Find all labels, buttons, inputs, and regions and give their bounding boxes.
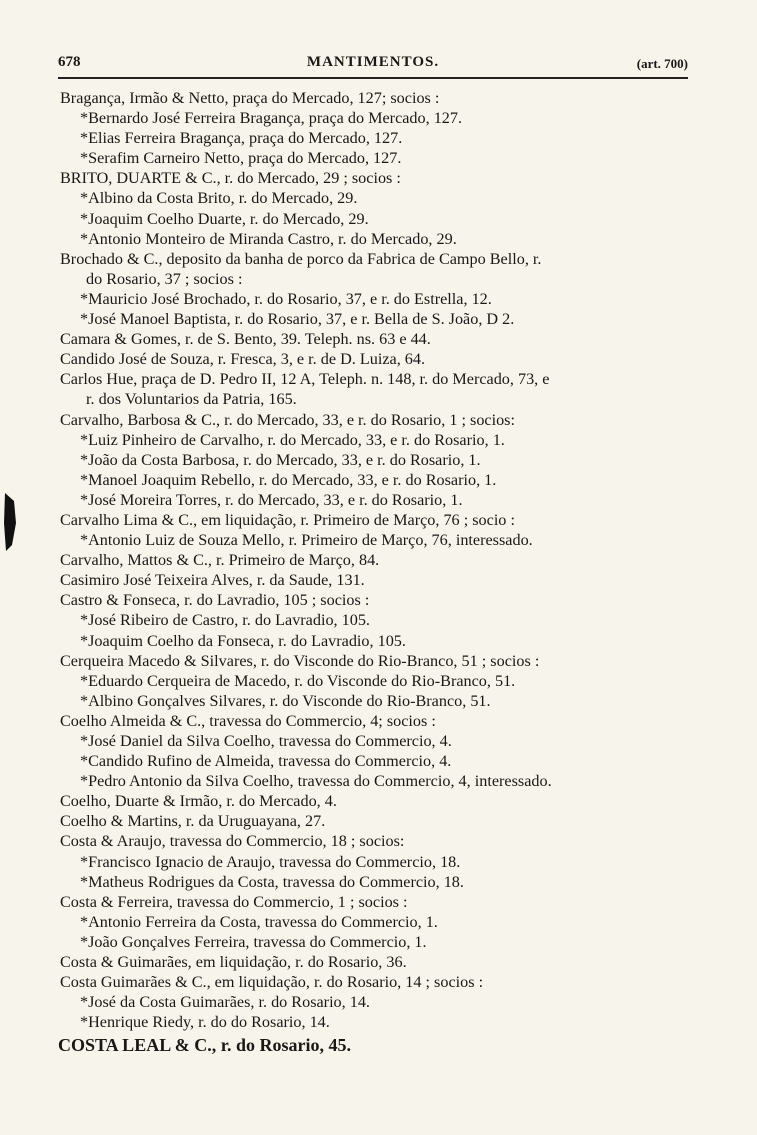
partner-line: *Antonio Ferreira da Costa, travessa do Commercio, 1. bbox=[80, 912, 438, 931]
firm-entry: Castro & Fonseca, r. do Lavradio, 105 ; socios : bbox=[60, 591, 370, 610]
firm-entry: Brochado & C., deposito da banha de porco da Fabrica de Campo Bello, r. bbox=[60, 249, 542, 268]
page-number: 678 bbox=[58, 54, 81, 70]
partner-line: *José Daniel da Silva Coelho, travessa do Commercio, 4. bbox=[80, 732, 452, 750]
partner-line: *Antonio Monteiro de Miranda Castro, r. do Mercado, 29. bbox=[80, 229, 457, 248]
partner-line: *Albino Gonçalves Silvares, r. do Visconde do Rio-Branco, 51. bbox=[80, 691, 491, 710]
firm-entry: Costa & Guimarães, em liquidação, r. do Rosario, 36. bbox=[60, 953, 407, 972]
firm-entry: Casimiro José Teixeira Alves, r. da Saude, 131. bbox=[60, 571, 365, 590]
article-reference: (art. 700) bbox=[636, 56, 688, 71]
firm-entry: Coelho & Martins, r. da Uruguayana, 27. bbox=[60, 812, 326, 831]
firm-entry: Carvalho, Mattos & C., r. Primeiro de Março, 84. bbox=[60, 551, 380, 570]
firm-entry: Costa Guimarães & C., em liquidação, r. do Rosario, 14 ; socios : bbox=[60, 973, 484, 992]
partner-line: *Matheus Rodrigues da Costa, travessa do Commercio, 18. bbox=[80, 872, 464, 891]
firm-entry: Coelho, Duarte & Irmão, r. do Mercado, 4. bbox=[60, 792, 337, 811]
firm-entry: BRITO, DUARTE & C., r. do Mercado, 29 ; socios : bbox=[60, 169, 401, 188]
firm-entry: Costa & Araujo, travessa do Commercio, 18 ; socios: bbox=[60, 832, 405, 851]
firm-entry: Bragança, Irmão & Netto, praça do Mercado, 127; socios : bbox=[60, 89, 440, 107]
partner-line: *Bernardo José Ferreira Bragança, praça do Mercado, 127. bbox=[80, 109, 463, 128]
firm-entry: Carvalho Lima & C., em liquidação, r. Primeiro de Março, 76 ; socio : bbox=[60, 510, 515, 529]
partner-line: *José Ribeiro de Castro, r. do Lavradio, 105. bbox=[80, 611, 370, 630]
partner-line: *Eduardo Cerqueira de Macedo, r. do Visconde do Rio-Branco, 51. bbox=[80, 671, 516, 690]
partner-line: *Mauricio José Brochado, r. do Rosario, 37, e r. do Estrella, 12. bbox=[80, 289, 492, 308]
partner-line: *Pedro Antonio da Silva Coelho, travessa do Commercio, 4, interessado. bbox=[80, 772, 552, 791]
continuation-line: r. dos Voluntarios da Patria, 165. bbox=[86, 390, 297, 409]
partner-line: *José Moreira Torres, r. do Mercado, 33, e r. do Rosario, 1. bbox=[80, 490, 463, 509]
partner-line: *Luiz Pinheiro de Carvalho, r. do Mercado, 33, e r. do Rosario, 1. bbox=[80, 430, 505, 449]
partner-line: *Francisco Ignacio de Araujo, travessa do Commercio, 18. bbox=[80, 852, 461, 871]
continuation-line: do Rosario, 37 ; socios : bbox=[86, 269, 243, 288]
page-header bbox=[58, 54, 688, 76]
header-rule bbox=[58, 77, 688, 79]
firm-entry: Costa & Ferreira, travessa do Commercio, 1 ; socios : bbox=[60, 892, 408, 911]
binding-mark bbox=[2, 493, 18, 551]
partner-line: *Antonio Luiz de Souza Mello, r. Primeiro de Março, 76, interessado. bbox=[80, 531, 533, 550]
firm-entry: Camara & Gomes, r. de S. Bento, 39. Teleph. ns. 63 e 44. bbox=[60, 330, 431, 349]
firm-entry: Candido José de Souza, r. Fresca, 3, e r. de D. Luiza, 64. bbox=[60, 350, 426, 369]
firm-entry: COSTA LEAL & C., r. do Rosario, 45. bbox=[58, 1035, 352, 1056]
partner-line: *José Manoel Baptista, r. do Rosario, 37, e r. Bella de S. João, D 2. bbox=[80, 310, 515, 329]
partner-line: *João da Costa Barbosa, r. do Mercado, 33, e r. do Rosario, 1. bbox=[80, 450, 481, 469]
partner-line: *Manoel Joaquim Rebello, r. do Mercado, 33, e r. do Rosario, 1. bbox=[80, 470, 497, 489]
firm-entry: Coelho Almeida & C., travessa do Commercio, 4; socios : bbox=[60, 711, 436, 730]
partner-line: *Henrique Riedy, r. do do Rosario, 14. bbox=[80, 1013, 330, 1032]
partner-line: *José da Costa Guimarães, r. do Rosario, 14. bbox=[80, 993, 370, 1012]
firm-entry: Carvalho, Barbosa & C., r. do Mercado, 33, e r. do Rosario, 1 ; socios: bbox=[60, 410, 515, 429]
partner-line: *João Gonçalves Ferreira, travessa do Commercio, 1. bbox=[80, 932, 427, 951]
partner-line: *Joaquim Coelho Duarte, r. do Mercado, 29. bbox=[80, 209, 369, 228]
partner-line: *Candido Rufino de Almeida, travessa do Commercio, 4. bbox=[80, 752, 452, 771]
partner-line: *Joaquim Coelho da Fonseca, r. do Lavradio, 105. bbox=[80, 631, 406, 650]
page-title: MANTIMENTOS. bbox=[306, 54, 440, 70]
firm-entry: Carlos Hue, praça de D. Pedro II, 12 A, Teleph. n. 148, r. do Mercado, 73, e bbox=[60, 370, 550, 389]
partner-line: *Elias Ferreira Bragança, praça do Mercado, 127. bbox=[80, 129, 403, 148]
partner-line: *Albino da Costa Brito, r. do Mercado, 29. bbox=[80, 189, 358, 208]
entry-list bbox=[58, 88, 698, 1056]
firm-entry: Cerqueira Macedo & Silvares, r. do Visconde do Rio-Branco, 51 ; socios : bbox=[60, 651, 540, 670]
partner-line: *Serafim Carneiro Netto, praça do Mercado, 127. bbox=[80, 149, 402, 168]
